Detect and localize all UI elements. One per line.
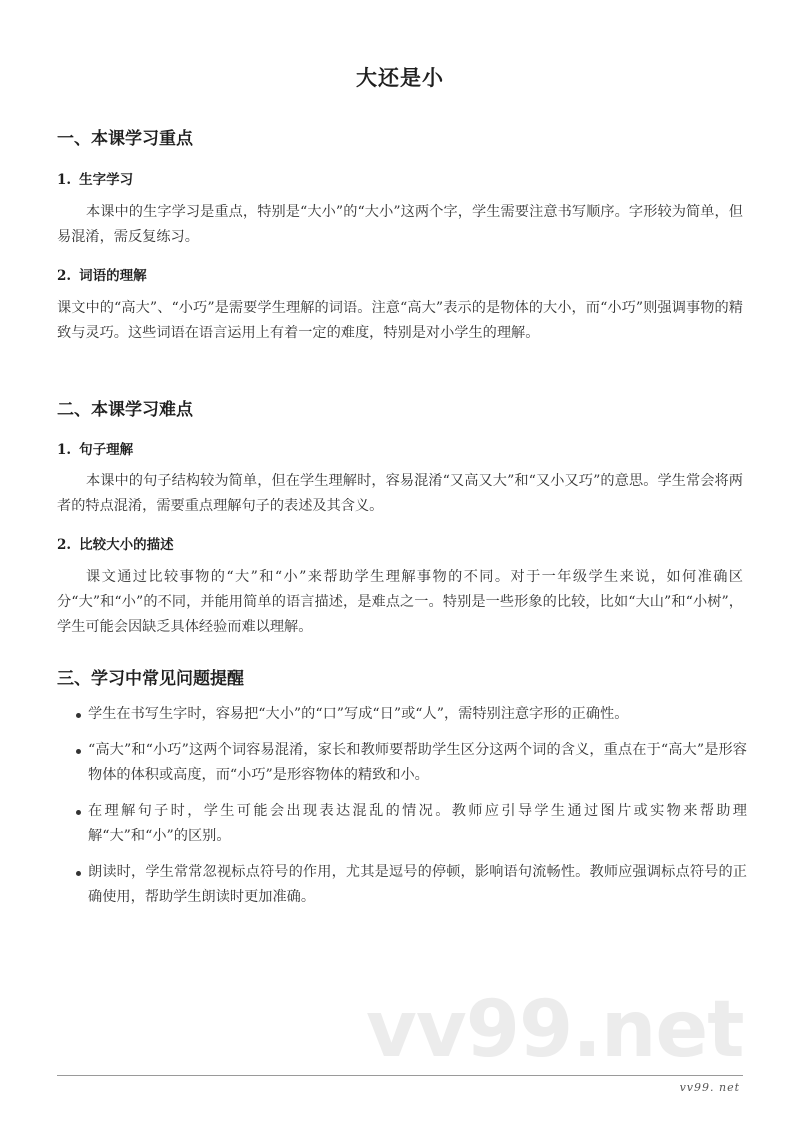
list-item [57,738,747,788]
list-item-text: 在理解句子时，学生可能会出现表达混乱的情况。教师应引导学生通过图片或实物来帮助理解“大”和“小”的区别。 [88,803,747,844]
paragraph-2-1: 本课中的句子结构较为简单，但在学生理解时，容易混淆“又高又大”和“又小又巧”的意思。学生常会将两者的特点混淆，需要重点理解句子的表述及其含义。 [57,473,743,514]
subsection-heading-2-1 [57,438,133,458]
footer-divider [57,1075,743,1076]
subsection-number: 1. [57,442,72,458]
bullet-icon [76,713,81,718]
subsection-title: 生字学习 [79,172,134,188]
list-item [57,860,747,910]
subsection-heading-1-2 [57,264,147,284]
paragraph-2-2: 课文通过比较事物的“大”和“小”来帮助学生理解事物的不同。对于一年级学生来说，如何准确区分“大”和“小”的不同，并能用简单的语言描述，是难点之一。特别是一些形象的比较，比如“大山”和“小树”，学生可能会因缺乏具体经验而难以理解。 [57,569,743,635]
list-item [57,799,747,849]
subsection-number: 1. [57,172,72,188]
subsection-title: 比较大小的描述 [79,537,174,553]
list-item-text: 学生在书写生字时，容易把“大小”的“口”写成“日”或“人”，需特别注意字形的正确性。 [88,706,629,722]
bullet-icon [76,749,81,754]
document-title: 大还是小 [356,66,444,90]
watermark: vv99.net [366,985,744,1075]
reminder-list [57,702,747,921]
list-item-text: 朗读时，学生常常忽视标点符号的作用，尤其是逗号的停顿，影响语句流畅性。教师应强调标点符号的正确使用，帮助学生朗读时更加准确。 [88,864,747,905]
section-heading-3: 三、学习中常见问题提醒 [57,669,244,689]
subsection-heading-2-2 [57,533,174,553]
footer-site-label: vv99. net [679,1081,740,1094]
list-item [57,702,747,727]
bullet-icon [76,871,81,876]
subsection-heading-1-1 [57,168,133,188]
section-heading-1: 一、本课学习重点 [57,129,193,149]
section-heading-2: 二、本课学习难点 [57,400,193,420]
subsection-number: 2. [57,537,72,553]
bullet-icon [76,810,81,815]
subsection-number: 2. [57,268,72,284]
subsection-title: 词语的理解 [79,268,147,284]
paragraph-1-2: 课文中的“高大”、“小巧”是需要学生理解的词语。注意“高大”表示的是物体的大小，而“小巧”则强调事物的精致与灵巧。这些词语在语言运用上有着一定的难度，特别是对小学生的理解。 [57,300,743,341]
subsection-title: 句子理解 [79,442,134,458]
list-item-text: “高大”和“小巧”这两个词容易混淆，家长和教师要帮助学生区分这两个词的含义，重点在于“高大”是形容物体的体积或高度，而“小巧”是形容物体的精致和小。 [88,742,747,783]
paragraph-1-1: 本课中的生字学习是重点，特别是“大小”的“大小”这两个字，学生需要注意书写顺序。字形较为简单，但易混淆，需反复练习。 [57,204,743,245]
